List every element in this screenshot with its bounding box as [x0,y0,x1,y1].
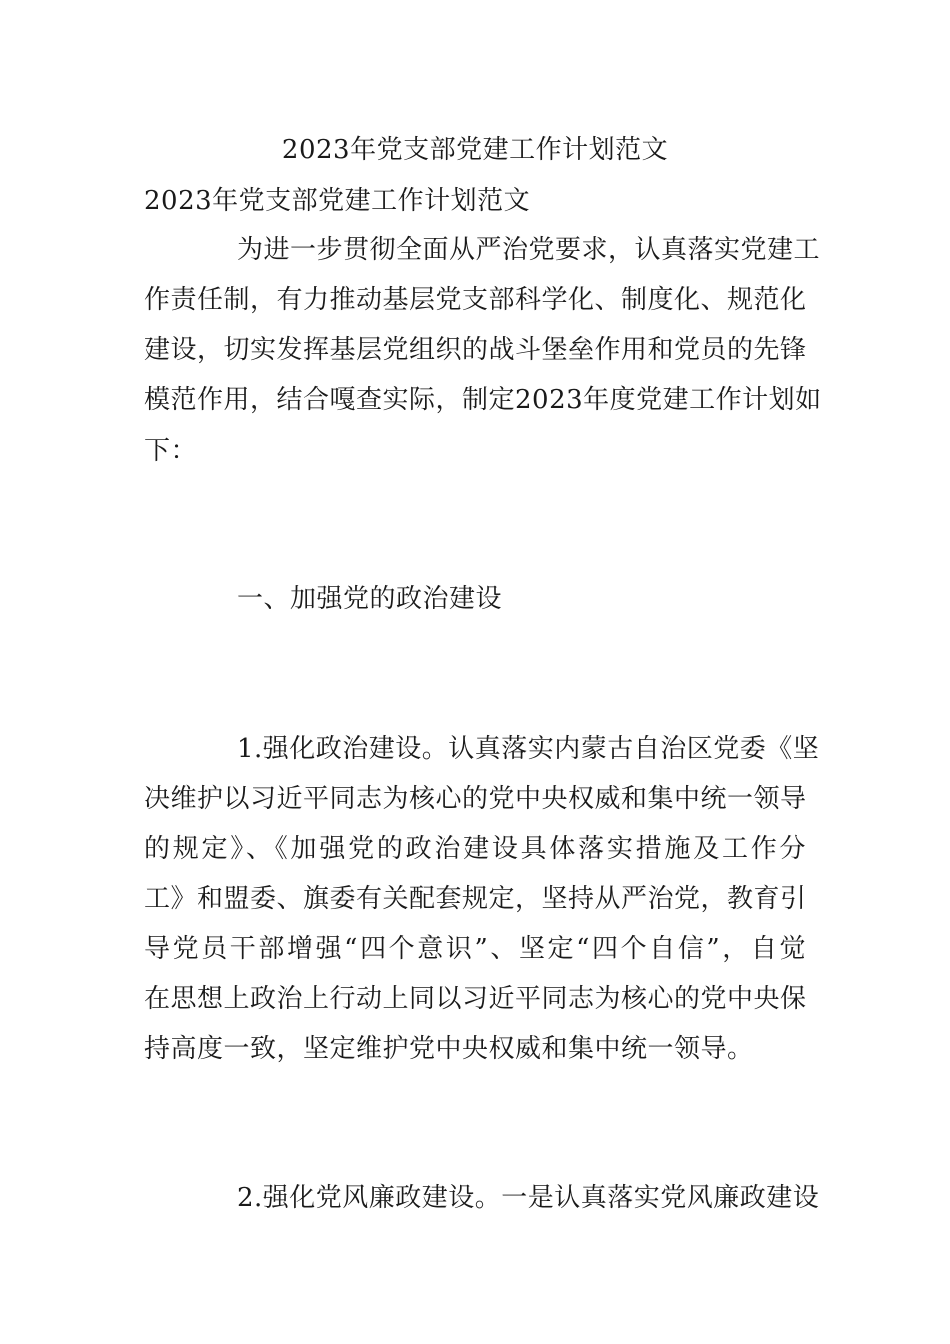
item1-line-7: 持高度一致，坚定维护党中央权威和集中统一领导。 [144,1034,754,1064]
intro-line-2: 作责任制，有力推动基层党支部科学化、制度化、规范化 [144,285,807,315]
item1-line-4: 工》和盟委、旗委有关配套规定，坚持从严治党，教育引 [144,884,807,914]
document-title: 2023年党支部党建工作计划范文 [144,186,531,216]
item1-line-5: 导党员干部增强“四个意识”、坚定“四个自信”，自觉 [144,934,806,964]
item2-line-1: 2.强化党风廉政建设。一是认真落实党风廉政建设 [237,1183,820,1213]
item1-line-6: 在思想上政治上行动上同以习近平同志为核心的党中央保 [144,984,807,1014]
intro-line-5: 下： [144,436,198,466]
intro-line-1: 为进一步贯彻全面从严治党要求，认真落实党建工 [237,235,821,265]
item1-line-3: 的规定》、《加强党的政治建设具体落实措施及工作分 [144,834,806,864]
item1-line-2: 决维护以习近平同志为核心的党中央权威和集中统一领导 [144,784,807,814]
intro-line-3: 建设，切实发挥基层党组织的战斗堡垒作用和党员的先锋 [144,335,807,365]
section-heading: 一、加强党的政治建设 [237,584,503,614]
page-title: 2023年党支部党建工作计划范文 [281,135,669,165]
item1-line-1: 1.强化政治建设。认真落实内蒙古自治区党委《坚 [237,734,820,764]
intro-line-4: 模范作用，结合嘎查实际，制定2023年度党建工作计划如 [144,385,822,415]
